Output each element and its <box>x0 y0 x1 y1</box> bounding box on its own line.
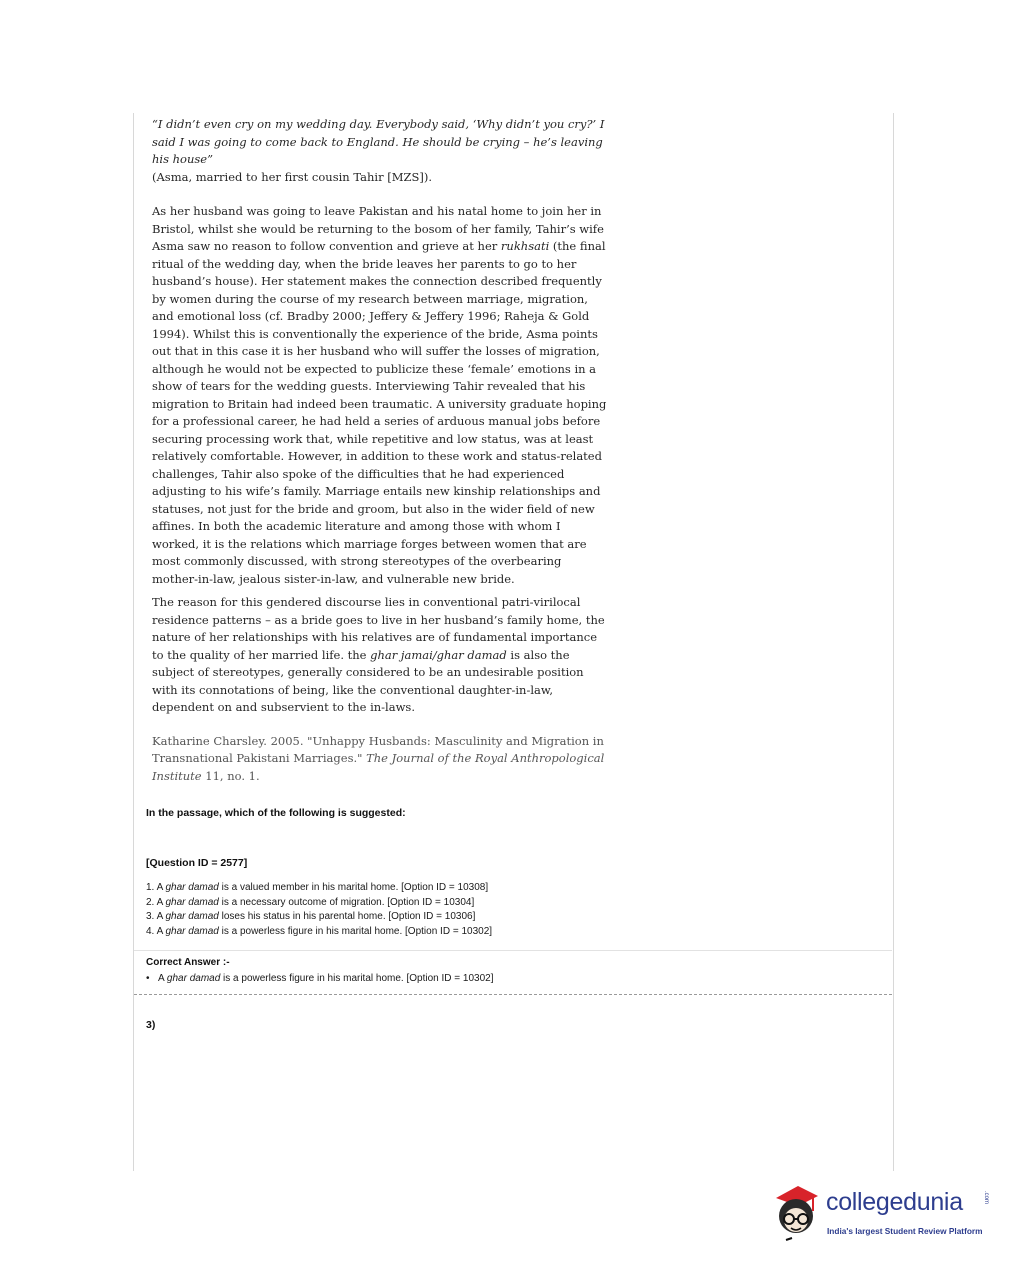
correct-answer-heading: Correct Answer :- <box>146 957 230 968</box>
next-question-number: 3) <box>146 1019 156 1031</box>
opening-quote: “I didn’t even cry on my wedding day. Everybody said, ‘Why didn’t you cry?’ I said I was going to come back to England. He should be crying – he’s leaving his house” <box>152 117 605 166</box>
passage-paragraph-1: As her husband was going to leave Pakistan and his natal home to join her in Bristol, whilst she would be returning to the bosom of her family, Tahir’s wife Asma saw no reason to follow convention and grieve at her rukhsati (the final ritual of the wedding day, when the bride leaves her parents to go to her husband’s house). Her statement makes the connection described frequently by women during the course of my research between marriage, migration, and emotional loss (cf. Bradby 2000; Jeffery & Jeffery 1996; Raheja & Gold 1994). Whilst this is conventionally the experience of the bride, Asma points out that in this case it is her husband who will suffer the losses of migration, although he would not be expected to publicize these ‘female’ emotions in a show of tears for the wedding guests. Interviewing Tahir revealed that his migration to Britain had indeed been traumatic. A university graduate hoping for a professional career, he had held a series of arduous manual jobs before securing processing work that, while repetitive and low status, was at least relatively comfortable. However, in addition to these work and status-related challenges, Tahir also spoke of the difficulties that he had experienced adjusting to his wife’s family. Marriage entails new kinship relationships and statuses, not just for the bride and groom, but also in the wider field of new affines. In both the academic literature and among those with whom I worked, it is the relations which marriage forges between women that are most commonly discussed, with strong stereotypes of the overbearing mother-in-law, jealous sister-in-law, and vulnerable new bride. <box>152 204 607 586</box>
logo-tagline: India's largest Student Review Platform <box>827 1226 983 1236</box>
passage-paragraph-2: The reason for this gendered discourse lies in conventional patri-virilocal residence patterns – as a bride goes to live in her husband’s family home, the nature of her relationships with his relatives are of fundamental importance to the quality of her married life. the ghar jamai/ghar damad is also the subject of stereotypes, generally considered to be an undesirable position with its connotations of being, like the conventional daughter-in-law, dependent on and subservient to the in-laws. <box>152 595 605 714</box>
dashed-divider <box>134 994 892 995</box>
question-id: [Question ID = 2577] <box>146 857 248 869</box>
options-list <box>146 881 492 940</box>
logo-tld: .com <box>983 1191 989 1205</box>
passage-citation: Katharine Charsley. 2005. "Unhappy Husbands: Masculinity and Migration in Transnational Pakistani Marriages." The Journal of the Royal Anthropological Institute 11, no. 1. <box>152 733 605 783</box>
logo-wordmark: collegedunia <box>826 1188 963 1216</box>
question-prompt: In the passage, which of the following is suggested: <box>146 807 406 819</box>
option-1[interactable]: 1. A ghar damad is a valued member in his marital home. [Option ID = 10308] <box>146 882 489 893</box>
collegedunia-logo <box>768 1178 993 1248</box>
mascot-icon <box>768 1178 824 1248</box>
citation-journal: The Journal of the Royal Anthropological Institute <box>152 751 605 783</box>
correct-answer: • A ghar damad is a powerless figure in his marital home. [Option ID = 10302] <box>146 973 494 984</box>
reading-passage <box>152 116 607 785</box>
option-2[interactable]: 2. A ghar damad is a necessary outcome of migration. [Option ID = 10304] <box>146 896 475 908</box>
term-ghar-jamai: ghar jamai/ghar damad <box>370 647 507 662</box>
option-4[interactable]: 4. A ghar damad is a powerless figure in his marital home. [Option ID = 10302] <box>146 926 493 938</box>
quote-attribution: (Asma, married to her first cousin Tahir [MZS]). <box>152 169 432 184</box>
option-3[interactable]: 3. A ghar damad loses his status in his parental home. [Option ID = 10306] <box>146 911 476 923</box>
term-rukhsati: rukhsati <box>500 239 550 253</box>
divider <box>134 950 892 951</box>
bullet-icon: • <box>146 973 150 984</box>
